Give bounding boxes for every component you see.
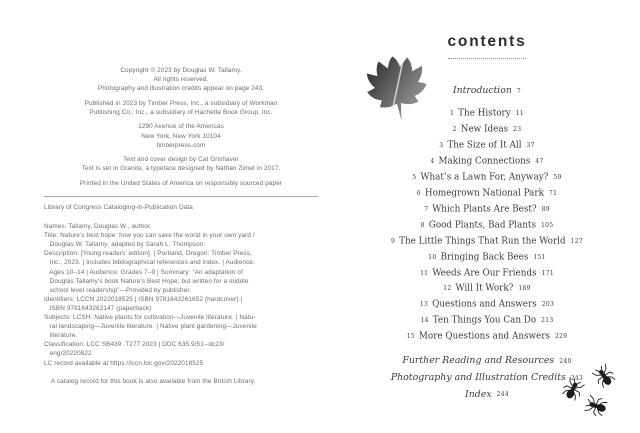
colophon-line: timberpress.com xyxy=(156,141,206,149)
dotted-divider xyxy=(448,58,526,59)
address-paragraph xyxy=(38,122,324,149)
lcc-line: Douglas W. Tallamy; adapted by Sarah L. Thompson. xyxy=(44,241,206,249)
lcc-block xyxy=(44,203,328,386)
chapter-list xyxy=(354,106,620,345)
back-matter-page-number: 244 xyxy=(496,391,509,399)
colophon-line: All rights reserved. xyxy=(153,76,209,84)
lcc-line: school level readership”—Provided by publisher. xyxy=(44,286,192,294)
toc-entry xyxy=(354,186,620,202)
printed-note-paragraph xyxy=(38,179,324,188)
design-credit-paragraph xyxy=(38,155,324,173)
colophon-block xyxy=(38,66,324,188)
chapter-title: The Size of It All xyxy=(447,140,522,151)
chapter-title: Homegrown National Park xyxy=(424,188,544,199)
toc-entry xyxy=(354,297,620,313)
chapter-page-number: 151 xyxy=(533,253,546,261)
colophon-line: Photography and illustration credits appear on page 243. xyxy=(97,85,265,93)
chapter-number: 12 xyxy=(443,285,452,293)
back-matter-title: Index xyxy=(465,388,492,400)
chapter-page-number: 71 xyxy=(548,189,558,197)
colophon-line: New York, New York 10104 xyxy=(141,132,221,140)
chapter-title: Good Plants, Bad Plants xyxy=(428,220,536,231)
toc-entry xyxy=(354,122,620,138)
toc-introduction xyxy=(354,85,620,96)
chapter-page-number: 127 xyxy=(570,237,583,245)
lcc-record xyxy=(44,222,328,368)
chapter-title: Weeds Are Our Friends xyxy=(432,268,537,279)
colophon-line: 1290 Avenue of the Americas xyxy=(138,123,224,131)
chapter-page-number: 105 xyxy=(540,221,554,229)
colophon-line: Text and cover design by Cat Grishaver xyxy=(123,156,239,164)
british-library-note: A catalog record for this book is also available from the British Library. xyxy=(51,377,256,385)
chapter-number: 14 xyxy=(420,317,429,325)
chapter-number: 13 xyxy=(419,301,429,309)
chapter-title: The Little Things That Run the World xyxy=(399,236,566,247)
chapter-number: 9 xyxy=(391,237,396,245)
introduction-label: Introduction xyxy=(452,85,512,96)
toc-entry xyxy=(354,250,620,266)
copyright-paragraph xyxy=(38,66,324,93)
chapter-title: Making Connections xyxy=(438,156,531,167)
ants-icon xyxy=(552,362,626,422)
toc-entry xyxy=(354,266,620,282)
colophon-line: Text is set in Granite, a typeface designed by Nathan Zimet in 2017. xyxy=(81,165,281,173)
lcc-line: Title: Nature’s best hope: how you can save the world in your own yard / xyxy=(44,232,255,240)
lcc-line: ISBN 9781643262147 (paperback) xyxy=(44,304,152,312)
chapter-number: 5 xyxy=(412,173,417,181)
chapter-page-number: 47 xyxy=(535,157,544,165)
toc-entry xyxy=(354,218,620,234)
lcc-heading: Library of Congress Cataloging-in-Publication Data xyxy=(44,204,193,211)
toc-entry xyxy=(354,313,620,329)
lcc-line: Identifiers: LCCN 2022018525 | ISBN 9781643261652 (hardcover) | xyxy=(44,295,243,303)
chapter-page-number: 23 xyxy=(513,125,522,133)
chapter-number: 15 xyxy=(406,333,415,341)
chapter-number: 1 xyxy=(450,110,455,117)
toc-entry xyxy=(354,202,620,218)
chapter-title: More Questions and Answers xyxy=(418,331,550,342)
contents-title: contents xyxy=(447,33,527,50)
chapter-page-number: 189 xyxy=(518,285,531,293)
publisher-paragraph xyxy=(38,99,324,117)
back-matter-page-number: 240 xyxy=(559,357,572,365)
chapter-title: Will It Work? xyxy=(455,283,514,294)
lcc-line: literature. xyxy=(44,332,78,340)
chapter-page-number: 213 xyxy=(541,317,554,325)
lcc-line: Ages 10–14 | Audience: Grades 7–9 | Summary: “An adaptation of xyxy=(44,268,243,276)
introduction-page-number: 7 xyxy=(516,87,521,95)
colophon-line: Copyright © 2023 by Douglas W. Tallamy. xyxy=(120,67,242,74)
chapter-title: Questions and Answers xyxy=(432,299,537,310)
toc-entry xyxy=(354,281,620,297)
chapter-number: 2 xyxy=(452,125,457,133)
chapter-number: 11 xyxy=(420,269,429,277)
chapter-number: 4 xyxy=(430,157,435,165)
toc-entry xyxy=(354,329,620,345)
colophon-line: Publishing Co., Inc., a subsidiary of Hachette Book Group, Inc. xyxy=(89,108,273,116)
chapter-title: Ten Things You Can Do xyxy=(432,315,537,326)
chapter-number: 10 xyxy=(428,253,437,261)
lcc-line: Classification: LCC SB439 .T277 2023 | DDC 635.9/51--dc23/ xyxy=(44,341,225,349)
chapter-page-number: 229 xyxy=(554,333,568,341)
lcc-line: Names: Tallamy, Douglas W., author. xyxy=(44,223,152,231)
toc-entry xyxy=(354,138,620,154)
lcc-line: ral landscaping—Juvenile literature. | Native plant gardening—Juvenile xyxy=(44,323,257,331)
back-matter-title: Further Reading and Resources xyxy=(402,355,555,367)
lcc-line: Douglas Tallamy’s book Nature’s Best Hope, but written for a middle xyxy=(44,277,249,285)
chapter-title: Which Plants Are Best? xyxy=(432,204,537,215)
back-matter-title: Photography and Illustration Credits xyxy=(390,372,566,383)
chapter-title: New Ideas xyxy=(460,124,509,135)
back-matter-page-number: 243 xyxy=(570,374,584,382)
toc-entry xyxy=(354,234,620,250)
chapter-title: Bringing Back Bees xyxy=(440,252,529,263)
chapter-number: 3 xyxy=(439,141,444,149)
chapter-number: 6 xyxy=(416,189,421,197)
chapter-page-number: 171 xyxy=(541,269,554,277)
colophon-line: Published in 2023 by Timber Press, Inc., a subsidiary of Workman xyxy=(84,99,278,107)
chapter-title: What’s a Lawn For, Anyway? xyxy=(420,172,549,183)
chapter-title: The History xyxy=(458,108,511,119)
toc-entry xyxy=(354,154,620,170)
chapter-page-number: 203 xyxy=(541,301,555,309)
lcc-line: Description: [Young readers’ edition]. | Portland, Oregon: Timber Press, xyxy=(44,250,253,258)
chapter-number: 8 xyxy=(420,221,425,229)
toc-entry xyxy=(354,106,620,122)
colophon-line: Printed in the United States of America on responsibly sourced paper xyxy=(79,179,283,187)
chapter-number: 7 xyxy=(424,205,429,213)
lcc-line: LC record available at https://lccn.loc.gov/2022018525 xyxy=(44,359,204,367)
chapter-page-number: 59 xyxy=(553,173,562,181)
chapter-page-number: 11 xyxy=(515,110,524,117)
lcc-line: Subjects: LCSH: Native plants for cultivation—Juvenile literature. | Natu- xyxy=(44,314,256,322)
lcc-line: eng/20220822 xyxy=(44,350,92,358)
toc-entry xyxy=(354,170,620,186)
divider-rule xyxy=(44,196,318,197)
table-of-contents xyxy=(354,33,620,403)
chapter-page-number: 37 xyxy=(526,141,535,149)
lcc-line: Inc., 2023. | Includes bibliographical references and index. | Audience: xyxy=(44,259,255,267)
chapter-page-number: 89 xyxy=(541,205,550,213)
